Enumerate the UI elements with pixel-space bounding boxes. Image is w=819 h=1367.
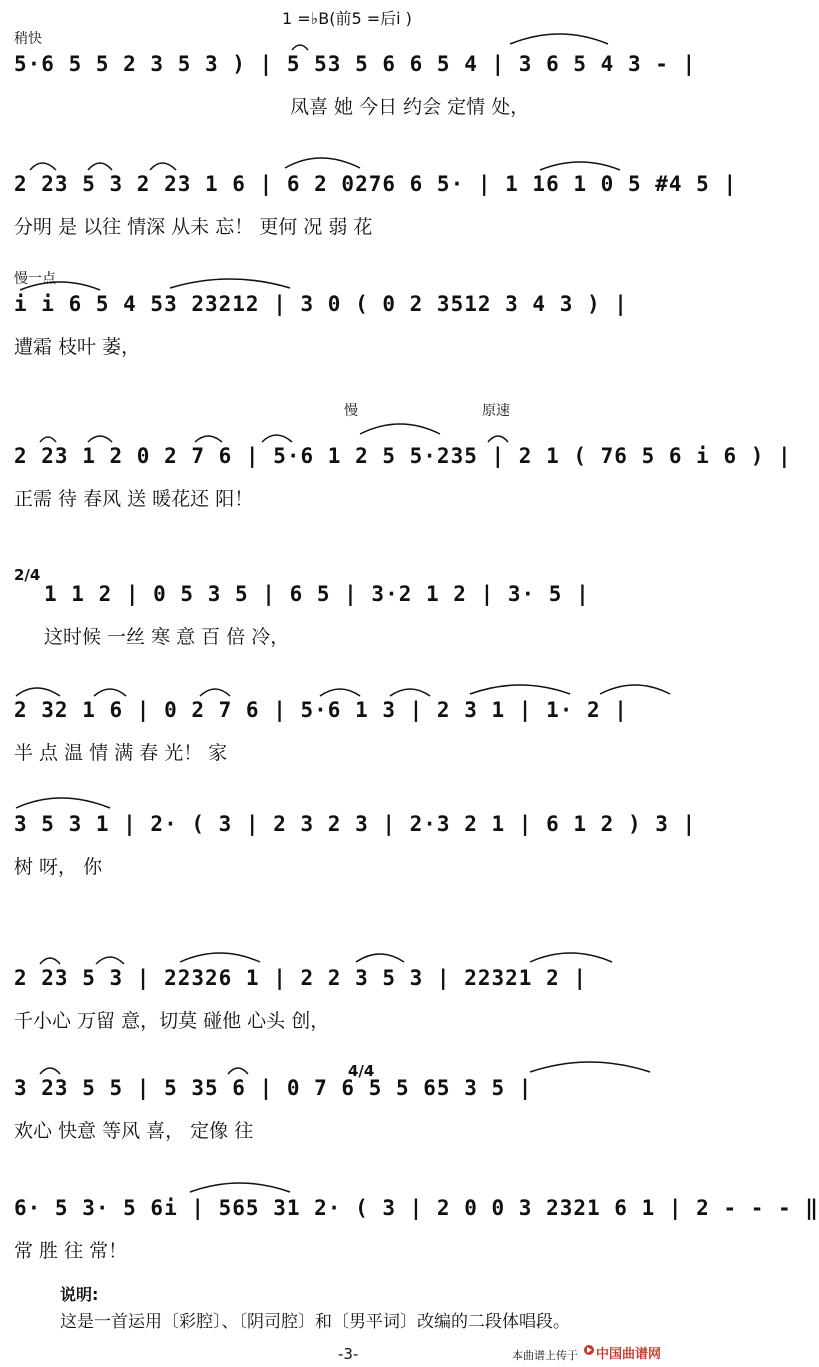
notation-line: 2 23 5 3 2 23 1 6 | 6 2 0276 6 5· | 1 16 1 0 5 #4 5 | xyxy=(14,172,738,196)
score-line-9 xyxy=(0,1062,700,1196)
time-signature-4-4: 4/4 xyxy=(348,1062,375,1080)
lyric-line: 分明 是 以往 情深 从未 忘！ 更何 况 弱 花 xyxy=(14,216,373,238)
score-line-10 xyxy=(0,1196,819,1316)
score-line-2 xyxy=(0,172,738,292)
score-line-5 xyxy=(0,566,700,702)
tempo-mark-slower: 慢一点 xyxy=(14,271,56,287)
score-line-6 xyxy=(0,698,700,818)
notation-line: 3 23 5 5 | 5 35 6 | 0 7 6 5 5 65 3 5 | xyxy=(14,1076,533,1100)
tempo-mark-original: 原速 xyxy=(482,403,510,419)
site-logo-icon xyxy=(583,1344,595,1356)
upload-credit: 本曲谱上传于 xyxy=(512,1349,578,1362)
lyric-line: 正需 待 春风 送 暖花还 阳！ xyxy=(14,488,254,510)
lyric-line: 千小心 万留 意，切莫 碰他 心头 创， xyxy=(14,1010,330,1032)
notation-line: 2 23 5 3 | 22326 1 | 2 2 3 5 3 | 22321 2 | xyxy=(14,966,588,990)
lyric-line: 这时候 一丝 寒 意 百 倍 冷， xyxy=(44,626,290,648)
notation-line: 3 5 3 1 | 2· ( 3 | 2 3 2 3 | 2·3 2 1 | 6 1 2 ) 3 | xyxy=(14,812,697,836)
key-signature: 1 =♭B(前5 =后i̇ ) xyxy=(282,9,412,28)
notation-line: 2 32 1 6 | 0 2 7 6 | 5·6 1 3 | 2 3 1 | 1· 2 | xyxy=(14,698,628,722)
lyric-line: 凤喜 她 今日 约会 定情 处， xyxy=(290,96,530,118)
score-line-1 xyxy=(0,52,700,172)
score-line-7 xyxy=(0,812,700,932)
page-number: -3- xyxy=(338,1345,359,1363)
lyric-line: 半 点 温 情 满 春 光！ 家 xyxy=(14,742,228,764)
notation-line: 6· 5 3· 5 6i | 565 31 2· ( 3 | 2 0 0 3 2321 6 1 | 2 - - - ‖ xyxy=(14,1196,819,1220)
site-logo[interactable]: 中国曲谱网 xyxy=(596,1347,662,1362)
notes-body: 这是一首运用〔彩腔〕、〔阴司腔〕和〔男平词〕改编的二段体唱段。 xyxy=(60,1312,570,1332)
notes-heading: 说明: xyxy=(60,1285,99,1304)
notation-line: 2 23 1 2 0 2 7 6 | 5·6 1 2 5 5·235 | 2 1 ( 76 5 6 i 6 ) | xyxy=(14,444,792,468)
notation-line: i i 6 5 4 53 23212 | 3 0 ( 0 2 3512 3 4 3 ) | xyxy=(14,292,628,316)
lyric-line: 遭霜 枝叶 萎， xyxy=(14,336,141,358)
score-line-4 xyxy=(0,444,792,564)
lyric-line: 树 呀， 你 xyxy=(14,856,103,878)
lyric-line: 常 胜 往 常！ xyxy=(14,1240,128,1262)
score-line-3 xyxy=(0,292,700,412)
time-signature: 2/4 xyxy=(14,566,41,584)
notation-line: 5·6 5 5 2 3 5 3 ) | 5 53 5 6 6 5 4 | 3 6 5 4 3 - | xyxy=(14,52,697,76)
tempo-mark-moderately-fast: 稍快 xyxy=(14,31,42,47)
notation-line: 1 1 2 | 0 5 3 5 | 6 5 | 3·2 1 2 | 3· 5 | xyxy=(44,582,590,606)
tempo-mark-slow: 慢 xyxy=(344,403,358,419)
lyric-line: 欢心 快意 等风 喜， 定像 往 xyxy=(14,1120,254,1142)
